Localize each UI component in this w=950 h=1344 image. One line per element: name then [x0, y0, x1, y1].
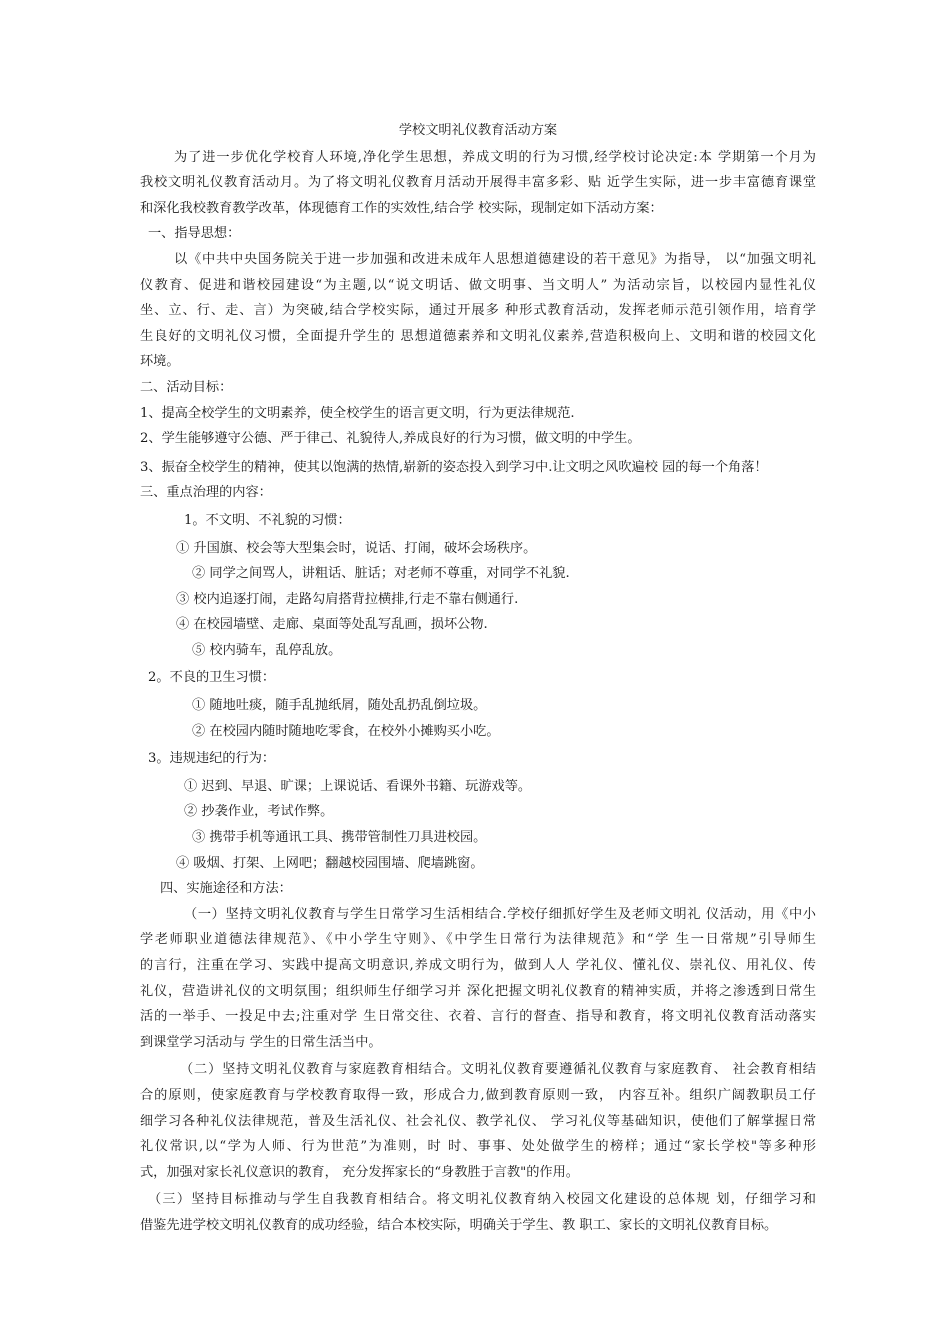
body-line: 式，加强对家长礼仪意识的教育， 充分发挥家长的“身教胜于言教"的作用。	[140, 1164, 579, 1180]
list-item: ④ 吸烟、打架、上网吧；翻越校园围墙、爬墙跳窗。	[176, 855, 484, 871]
list-item: ② 同学之间骂人，讲粗话、脏话；对老师不尊重，对同学不礼貌.	[192, 566, 570, 582]
goal-item: 3、振奋全校学生的精神，使其以饱满的热情,崭新的姿态投入到学习中.让文明之风吹遍校 园的每一个角落！	[140, 459, 768, 475]
intro-line: 和深化我校教育教学改革，体现德育工作的实效性,结合学 校实际，现制定如下活动方案：	[140, 200, 663, 216]
subsection-heading: 3。违规违纪的行为：	[148, 751, 276, 767]
document-title: 学校文明礼仪教育活动方案	[398, 123, 558, 138]
body-line: 的言行，注重在学习、实践中提高文明意识,养成文明行为，做到人人 学礼仪、懂礼仪、崇礼仪、用礼仪、传	[140, 958, 816, 973]
goal-item: 2、学生能够遵守公德、严于律己、礼貌待人,养成良好的行为习惯，做文明的中学生。	[140, 431, 641, 447]
section-heading-3: 三、重点治理的内容：	[140, 485, 272, 501]
goal-item: 1、提高全校学生的文明素养，使全校学生的语言更文明，行为更法律规范.	[140, 405, 575, 421]
body-line: 合的原则，使家庭教育与学校教育取得一致，形成合力,做到教育原则一致， 内容互补。组织广阔教职员工仔	[140, 1087, 816, 1103]
list-item: ⑤ 校内骑车，乱停乱放。	[192, 642, 342, 658]
body-line: 到课堂学习活动与 学生的日常生活当中。	[140, 1034, 382, 1050]
subsection-heading: 2。不良的卫生习惯：	[148, 670, 276, 686]
body-line: 礼仪常识,以“学为人师、行为世范”为准则，时 时、事事、处处做学生的榜样；通过“家长学校"等多种形	[140, 1139, 816, 1155]
body-line: 环境。	[140, 354, 180, 370]
body-line: （一）坚持文明礼仪教育与学生日常学习生活相结合.学校仔细抓好学生及老师文明礼 仪活动，用《中小	[184, 906, 816, 922]
body-line: 礼仪，营造讲礼仪的文明氛围；组织师生仔细学习并 深化把握文明礼仪教育的精神实质，并将之渗透到日常生	[140, 983, 816, 999]
body-line: 以《中共中央国务院关于进一步加强和改进未成年人思想道德建设的若干意见》为指导， 以“加强文明礼	[174, 251, 816, 267]
list-item: ③ 校内追逐打闹，走路勾肩搭背拉横排,行走不靠右侧通行.	[176, 591, 519, 607]
body-line: 借鉴先进学校文明礼仪教育的成功经验，结合本校实际，明确关于学生、教 职工、家长的文明礼仪教育目标。	[140, 1217, 778, 1233]
section-heading-2: 二、活动目标：	[140, 379, 233, 395]
body-line: 坐、立、行、走、言）为突破,结合学校实际，通过开展多 种形式教育活动，发挥老师示范引领作用，培育学	[140, 303, 816, 319]
body-line: （三）坚持目标推动与学生自我教育相结合。将文明礼仪教育纳入校园文化建设的总体规 划，仔细学习和	[148, 1192, 816, 1208]
list-item: ① 升国旗、校会等大型集会时，说话、打闹，破坏会场秩序。	[176, 540, 537, 556]
body-line: 生良好的文明礼仪习惯，全面提升学生的 思想道德素养和文明礼仪素养,营造积极向上、文明和谐的校园文化	[140, 328, 816, 344]
subsection-heading: 1。不文明、不礼貌的习惯：	[184, 512, 351, 528]
section-heading-1: 一、指导思想：	[148, 226, 241, 242]
list-item: ② 抄袭作业，考试作弊。	[184, 804, 334, 820]
body-line: 活的一举手、一投足中去;注重对学 生日常交往、衣着、言行的督查、指导和教育，将文明礼仪教育活动落实	[140, 1009, 816, 1025]
intro-line: 我校文明礼仪教育活动月。为了将文明礼仪教育月活动开展得丰富多彩、贴 近学生实际，进一步丰富德育课堂	[140, 175, 816, 191]
section-heading-4: 四、实施途径和方法：	[160, 881, 292, 897]
intro-line: 为了进一步优化学校育人环境,净化学生思想，养成文明的行为习惯,经学校讨论决定:本 学期第一个月为	[174, 149, 816, 165]
list-item: ④ 在校园墙壁、走廊、桌面等处乱写乱画，损坏公物.	[176, 617, 488, 633]
body-line: （二）坚持文明礼仪教育与家庭教育相结合。文明礼仪教育要遵循礼仪教育与家庭教育、 社会教育相结	[180, 1062, 816, 1078]
list-item: ① 迟到、早退、旷课；上课说话、看课外书籍、玩游戏等。	[184, 778, 532, 794]
list-item: ① 随地吐痰，随手乱抛纸屑，随处乱扔乱倒垃圾。	[192, 698, 487, 714]
body-line: 细学习各种礼仪法律规范，普及生活礼仪、社会礼仪、教学礼仪、 学习礼仪等基础知识，使他们了解掌握日常	[140, 1113, 816, 1129]
list-item: ② 在校园内随时随地吃零食，在校外小摊购买小吃。	[192, 723, 500, 739]
document-body	[140, 118, 816, 1239]
list-item: ③ 携带手机等通讯工具、携带管制性刀具进校园。	[192, 830, 487, 846]
body-line: 学老师职业道德法律规范》、《中小学生守则》、《中学生日常行为法律规范》和“学 生一日常规”引导师生	[140, 932, 816, 948]
body-line: 仪教育、促进和谐校园建设“为主题,以“说文明话、做文明事、当文明人” 为活动宗旨，以校园内显性礼仪	[140, 277, 816, 293]
